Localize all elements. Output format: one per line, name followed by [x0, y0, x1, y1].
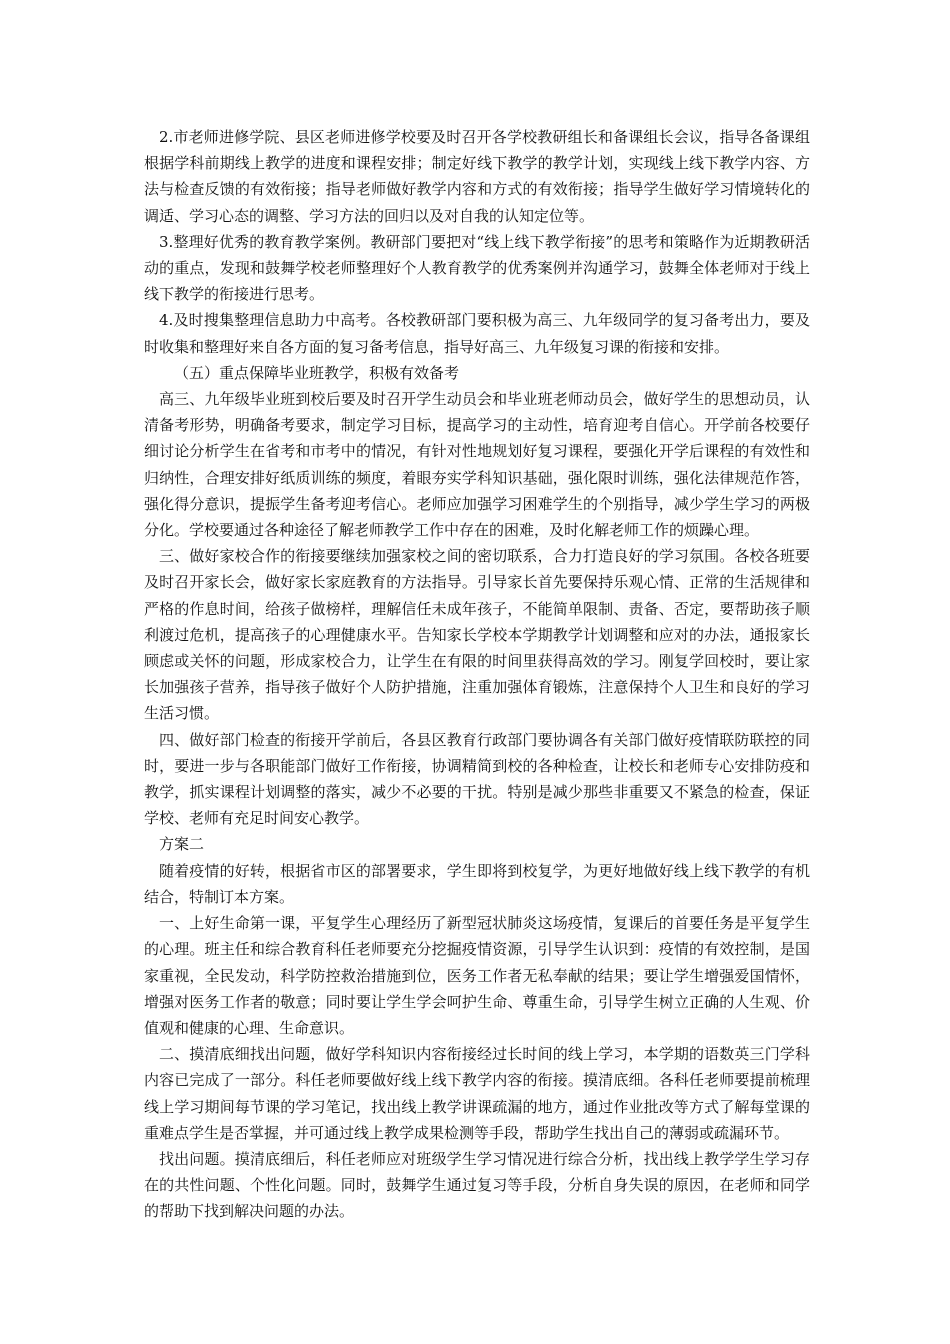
paragraph-home-school: 三、做好家校合作的衔接要继续加强家校之间的密切联系，合力打造良好的学习氛围。各校各班要及时召开家长会，做好家长家庭教育的方法指导。引导家长首先要保持乐观心情、正常的生活规律和严格的作息时间，给孩子做榜样，理解信任未成年孩子，不能简单限制、责备、否定，要帮助孩子顺利渡过危机，提高孩子的心理健康水平。告知家长学校本学期教学计划调整和应对的办法，通报家长顾虑或关怀的问题，形成家校合力，让学生在有限的时间里获得高效的学习。刚复学回校时，要让家长加强孩子营养，指导孩子做好个人防护措施，注重加强体育锻炼，注意保持个人卫生和良好的学习生活习惯。	[144, 547, 810, 723]
paragraph-find-problems: 找出问题。摸清底细后，科任老师应对班级学生学习情况进行综合分析，找出线上教学学生学习存在的共性问题、个性化问题。同时，鼓舞学生通过复习等手段，分析自身失误的原因，在老师和同学的帮助下找到解决问题的办法。	[144, 1149, 810, 1221]
paragraph-first-lesson: 一、上好生命第一课，平复学生心理经历了新型冠状肺炎这场疫情，复课后的首要任务是平复学生的心理。班主任和综合教育科任老师要充分挖掘疫情资源，引导学生认识到：疫情的有效控制，是国家重视，全民发动，科学防控救治措施到位，医务工作者无私奉献的结果；要让学生增强爱国情怀，增强对医务工作者的敬意；同时要让学生学会呵护生命、尊重生命，引导学生树立正确的人生观、价值观和健康的心理、生命意识。	[144, 914, 810, 1037]
paragraph-plan-intro: 随着疫情的好转，根据省市区的部署要求，学生即将到校复学，为更好地做好线上线下教学的有机结合，特制订本方案。	[144, 861, 810, 906]
document-page	[144, 124, 810, 1225]
paragraph-graduating-class: 高三、九年级毕业班到校后要及时召开学生动员会和毕业班老师动员会，做好学生的思想动员，认清备考形势，明确备考要求，制定学习目标，提高学习的主动性，培育迎考自信心。开学前各校要仔细讨论分析学生在省考和市考中的情况，有针对性地规划好复习课程，要强化开学后课程的有效性和归纳性，合理安排好纸质训练的频度，着眼夯实学科知识基础，强化限时训练，强化法律规范作答，强化得分意识，提振学生备考迎考信心。老师应加强学习困难学生的个别指导，减少学生学习的两极分化。学校要通过各种途径了解老师教学工作中存在的困难，及时化解老师工作的烦躁心理。	[144, 390, 810, 540]
paragraph-teacher-training: 2.市老师进修学院、县区老师进修学校要及时召开各学校教研组长和备课组长会议，指导各备课组根据学科前期线上教学的进度和课程安排；制定好线下教学的教学计划，实现线上线下教学内容、方法与检查反馈的有效衔接；指导老师做好教学内容和方式的有效衔接；指导学生做好学习情境转化的调适、学习心态的调整、学习方法的回归以及对自我的认知定位等。	[144, 128, 810, 225]
paragraph-teaching-cases: 3.整理好优秀的教育教学案例。教研部门要把对“线上线下教学衔接”的思考和策略作为近期教研活动的重点，发现和鼓舞学校老师整理好个人教育教学的优秀案例并沟通学习，鼓舞全体老师对于线上线下教学的衔接进行思考。	[144, 232, 810, 304]
section-heading-plan-two: 方案二	[159, 835, 205, 854]
paragraph-exam-info: 4.及时搜集整理信息助力中高考。各校教研部门要积极为高三、九年级同学的复习备考出力，要及时收集和整理好来自各方面的复习备考信息，指导好高三、九年级复习课的衔接和安排。	[144, 311, 810, 356]
paragraph-department-inspection: 四、做好部门检查的衔接开学前后，各县区教育行政部门要协调各有关部门做好疫情联防联控的同时，要进一步与各职能部门做好工作衔接，协调精简到校的各种检查，让校长和老师专心安排防疫和教学，抓实课程计划调整的落实，减少不必要的干扰。特别是减少那些非重要又不紧急的检查，保证学校、老师有充足时间安心教学。	[144, 730, 810, 828]
paragraph-knowledge-bridge: 二、摸清底细找出问题，做好学科知识内容衔接经过长时间的线上学习，本学期的语数英三门学科内容已完成了一部分。科任老师要做好线上线下教学内容的衔接。摸清底细。各科任老师要提前梳理线上学习期间每节课的学习笔记，找出线上教学讲课疏漏的地方，通过作业批改等方式了解每堂课的重难点学生是否掌握，并可通过线上教学成果检测等手段，帮助学生找出自己的薄弱或疏漏环节。	[144, 1045, 810, 1142]
section-heading-graduating-class: （五）重点保障毕业班教学，积极有效备考	[174, 363, 460, 382]
